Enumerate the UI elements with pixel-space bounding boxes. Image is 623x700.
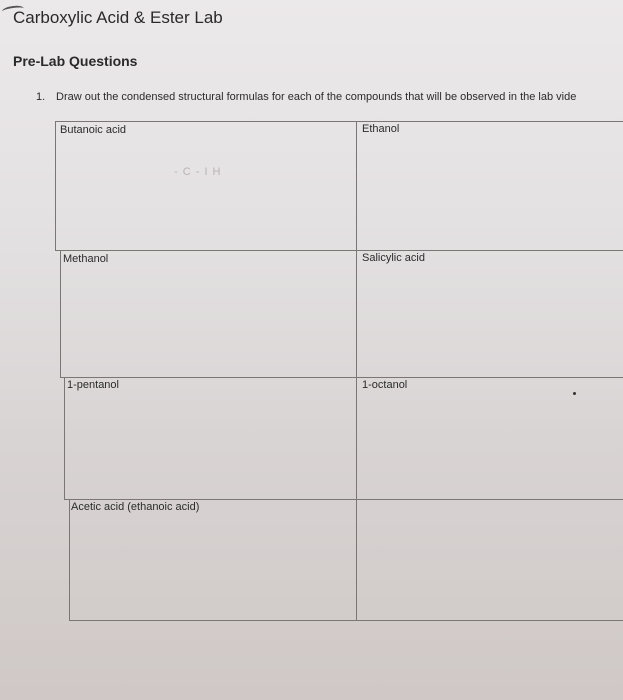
section-heading: Pre-Lab Questions: [13, 53, 138, 69]
table-row-divider-1: [55, 250, 623, 251]
table-row-divider-3: [64, 499, 623, 500]
cell-label-salicylic-acid: Salicylic acid: [362, 252, 425, 264]
question-number: 1.: [36, 91, 46, 103]
table-border-bottom: [69, 620, 623, 621]
pencil-sketch: - C - I H: [174, 166, 222, 178]
document-title: Carboxylic Acid & Ester Lab: [13, 8, 223, 27]
table-column-divider: [356, 121, 357, 620]
question-1: [36, 91, 576, 103]
bleed-through-text: [95, 160, 98, 171]
table-border-top: [55, 121, 623, 122]
table-border-left-4: [69, 500, 70, 620]
cell-label-1-pentanol: 1-pentanol: [67, 379, 119, 391]
pencil-dot: [573, 392, 576, 395]
table-border-left-2: [60, 250, 61, 377]
table-border-left: [55, 121, 56, 250]
cell-label-1-octanol: 1-octanol: [362, 379, 408, 391]
table-border-left-3: [64, 377, 65, 500]
cell-label-acetic-acid: Acetic acid (ethanoic acid): [71, 501, 200, 513]
question-text: Draw out the condensed structural formulas for each of the compounds that will be observed in the lab vide: [56, 91, 577, 103]
cell-label-methanol: Methanol: [63, 253, 109, 265]
cell-label-butanoic-acid: Butanoic acid: [60, 124, 127, 136]
table-row-divider-2: [60, 377, 623, 378]
cell-label-ethanol: Ethanol: [362, 123, 400, 135]
